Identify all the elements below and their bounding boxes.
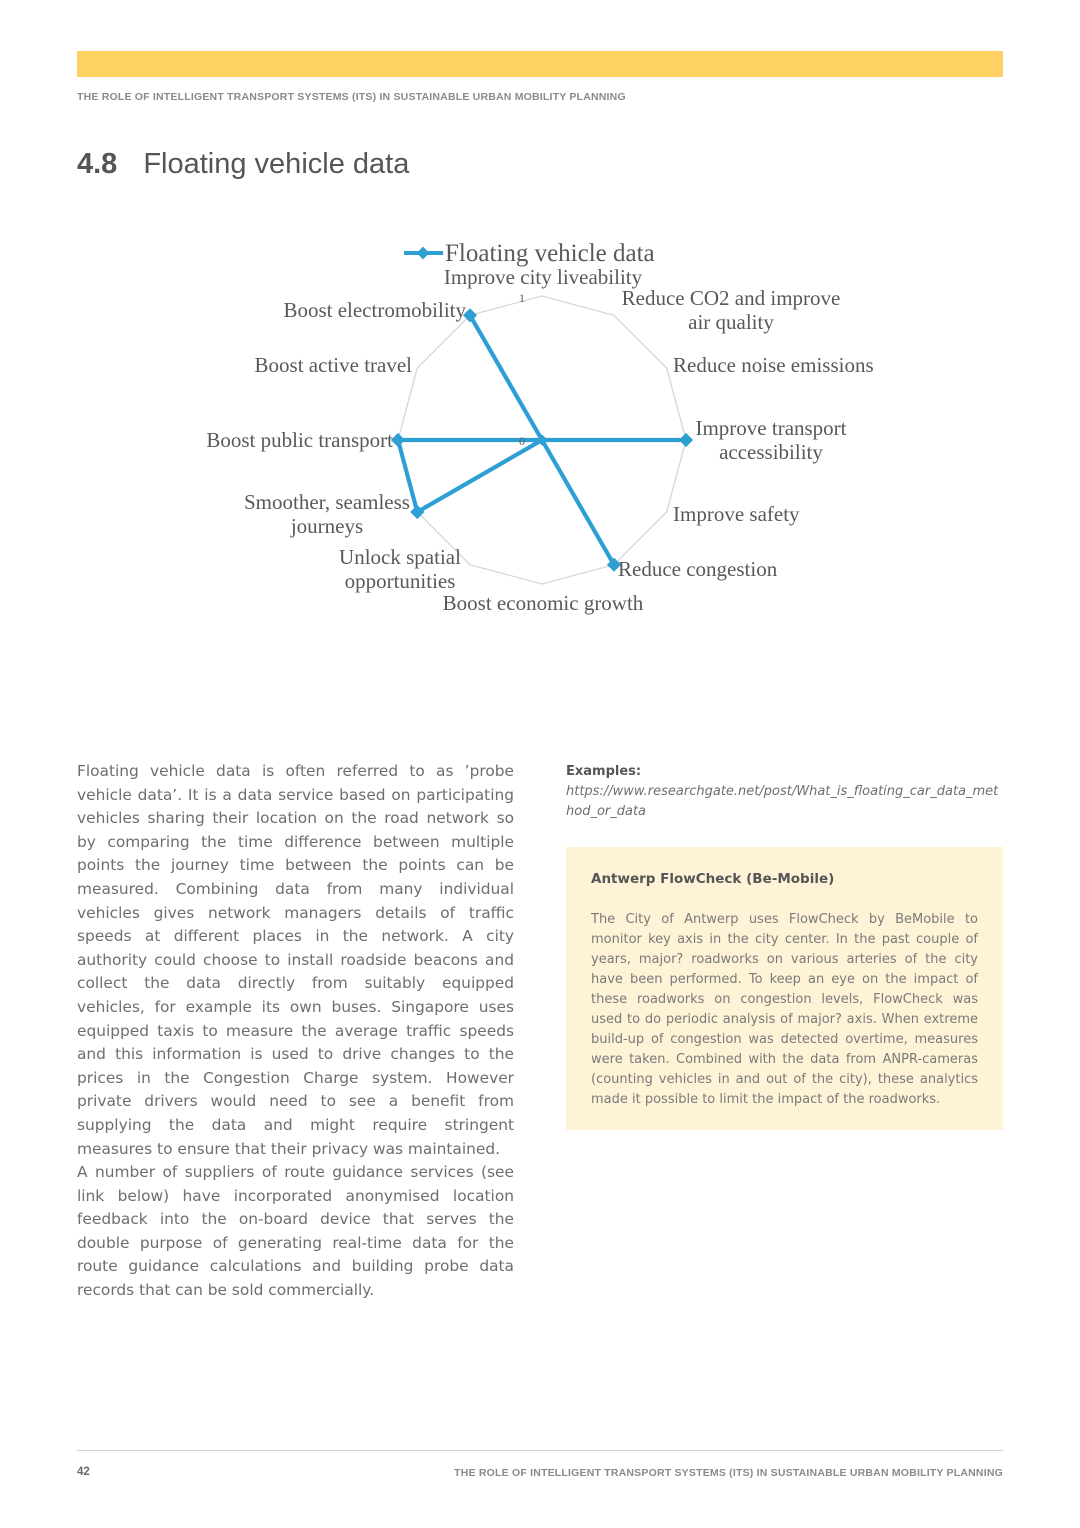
axis-label-smoother-journeys-line2: journeys: [290, 514, 364, 538]
axis-label-reduce-co2-line2: air quality: [688, 310, 774, 334]
body-paragraph-2: A number of suppliers of route guidance services (see link below) have incorporated anonymised location feedback into the on-board device that serves the double purpose of generating real-time data for the route guidance calculations and building probe data records that can be sold commercially.: [77, 1163, 514, 1300]
legend-label: Floating vehicle data: [445, 240, 655, 267]
body-text-column: [77, 760, 514, 1303]
axis-label-boost-economic-growth: Boost economic growth: [442, 591, 644, 615]
axis-label-reduce-congestion: Reduce congestion: [618, 557, 778, 581]
axis-label-boost-public-transport: Boost public transport: [206, 428, 393, 452]
section-number: 4.8: [77, 148, 118, 180]
section-heading: [77, 148, 409, 181]
body-paragraph-1: Floating vehicle data is often referred to as ’probe vehicle data’. It is a data service based on participating vehicles sharing their location on the road network so by comparing the time difference between multiple points the journey time between the points can be measured. Combining data from many individual vehicles gives network managers details of traffic speeds at different places in the network. A city authority could choose to install roadside beacons and collect the data directly from suitably equipped vehicles, for example its own buses. Singapore uses equipped taxis to measure the average traffic speeds and this information is used to drive changes to the prices in the Congestion Charge system. However private drivers would need to see a benefit from supplying the data and might require stringent measures to ensure that their privacy was maintained.: [77, 762, 514, 1158]
axis-label-boost-active-travel: Boost active travel: [254, 353, 412, 377]
axis-label-smoother-journeys-line1: Smoother, seamless: [244, 490, 410, 514]
axis-label-boost-electromobility: Boost electromobility: [283, 298, 466, 322]
axis-label-improve-city-liveability: Improve city liveability: [443, 265, 643, 289]
radar-chart: [0, 220, 1080, 640]
axis-label-improve-safety: Improve safety: [673, 502, 800, 526]
examples-label: Examples:: [566, 764, 642, 779]
footer-running-title: THE ROLE OF INTELLIGENT TRANSPORT SYSTEMS (ITS) IN SUSTAINABLE URBAN MOBILITY PLANNING: [454, 1467, 1003, 1479]
case-study-box: [566, 847, 1003, 1130]
examples-link[interactable]: https://www.researchgate.net/post/What_is_floating_car_data_method_or_data: [566, 784, 999, 819]
axis-label-unlock-spatial-line2: opportunities: [344, 569, 456, 593]
series-floating-vehicle-data: [391, 308, 693, 572]
running-header: THE ROLE OF INTELLIGENT TRANSPORT SYSTEMS (ITS) IN SUSTAINABLE URBAN MOBILITY PLANNING: [77, 91, 626, 103]
section-title: Floating vehicle data: [143, 148, 410, 180]
page-number: 42: [77, 1466, 90, 1478]
axis-label-unlock-spatial-line1: Unlock spatial: [339, 545, 461, 569]
examples-block: [566, 762, 1006, 822]
chart-legend: [404, 240, 655, 267]
axis-label-transport-accessibility-line1: Improve transport: [695, 416, 847, 440]
tick-label-1: 1: [519, 291, 525, 305]
legend-diamond-icon: [417, 247, 430, 260]
tick-label-0: 0: [519, 434, 525, 448]
marker-diamond-icon: [679, 433, 693, 447]
marker-diamond-icon: [391, 433, 405, 447]
case-study-title: Antwerp FlowCheck (Be-Mobile): [591, 871, 835, 887]
axis-label-reduce-co2-line1: Reduce CO2 and improve: [621, 286, 841, 310]
case-study-body: The City of Antwerp uses FlowCheck by BeMobile to monitor key axis in the city center. In the past couple of years, major? roadworks on various arteries of the city have been performed. To keep an eye on the impact of these roadworks on congestion levels, FlowCheck was used to do periodic analysis of major? axis. When extreme build-up of congestion was detected overtime, measures were taken. Combined with the data from ANPR-cameras (counting vehicles in and out of the city), these analytics made it possible to limit the impact of the roadworks.: [591, 912, 978, 1107]
radar-chart-svg: [0, 220, 1080, 640]
footer-divider: [77, 1450, 1003, 1451]
axis-label-transport-accessibility-line2: accessibility: [719, 440, 823, 464]
header-accent-bar: [77, 51, 1003, 77]
axis-label-reduce-noise: Reduce noise emissions: [673, 353, 874, 377]
